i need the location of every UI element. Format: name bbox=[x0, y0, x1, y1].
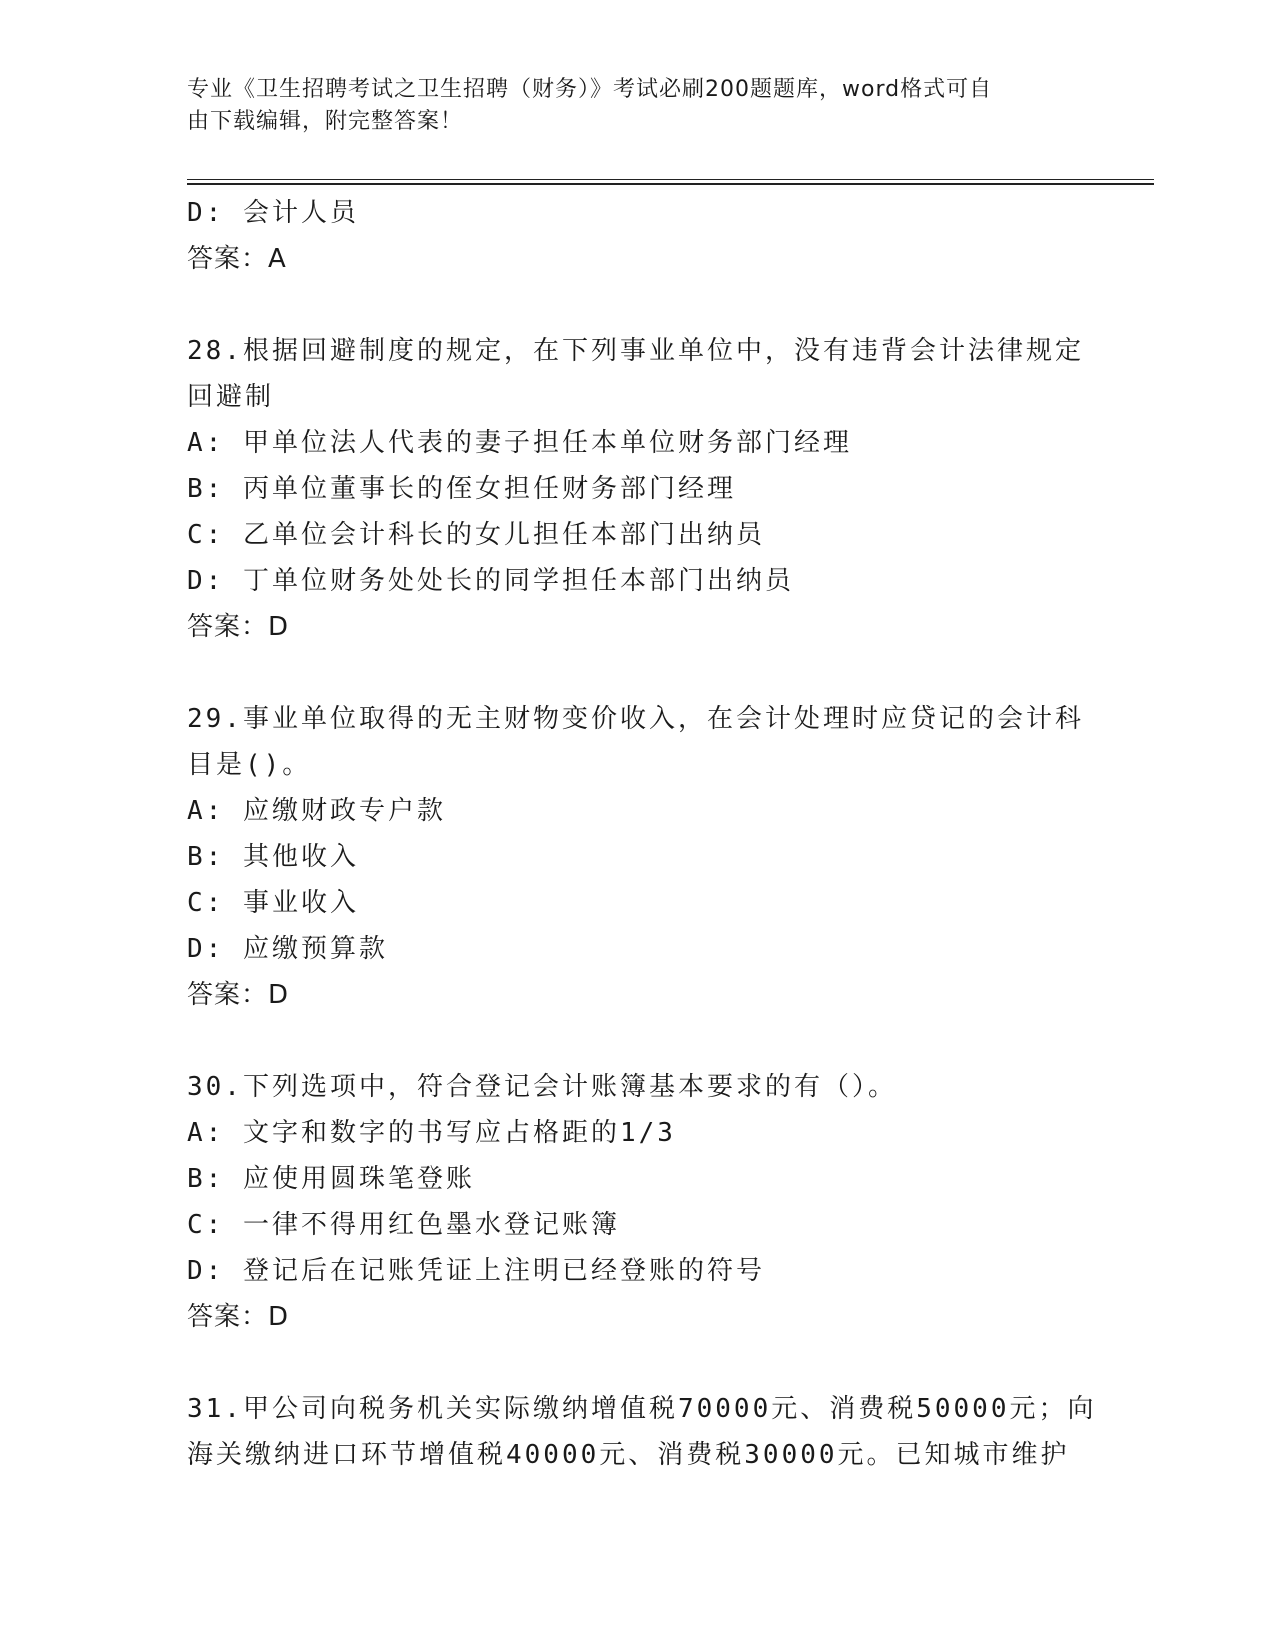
option-d: D: 应缴预算款 bbox=[187, 934, 388, 964]
header-divider-thin bbox=[187, 179, 1154, 180]
question-29 bbox=[187, 696, 1087, 1018]
answer: 答案：D bbox=[187, 980, 290, 1010]
question-stem-cont: 海关缴纳进口环节增值税40000元、消费税30000元。已知城市维护 bbox=[187, 1440, 1070, 1470]
question-stem: 31.甲公司向税务机关实际缴纳增值税70000元、消费税50000元；向 bbox=[187, 1394, 1097, 1424]
option-b: B: 其他收入 bbox=[187, 842, 359, 872]
answer: 答案：D bbox=[187, 612, 290, 642]
option-a: A: 甲单位法人代表的妻子担任本单位财务部门经理 bbox=[187, 428, 852, 458]
answer: 答案：D bbox=[187, 1302, 290, 1332]
header-divider-thick bbox=[187, 183, 1154, 185]
option-a: A: 应缴财政专户款 bbox=[187, 796, 446, 826]
option-c: C: 一律不得用红色墨水登记账簿 bbox=[187, 1210, 620, 1240]
option-b: B: 丙单位董事长的侄女担任财务部门经理 bbox=[187, 474, 736, 504]
header-line-1: 专业《卫生招聘考试之卫生招聘（财务）》考试必刷200题题库，word格式可自 bbox=[187, 77, 993, 102]
option-a: A: 文字和数字的书写应占格距的1/3 bbox=[187, 1118, 676, 1148]
header-line-2: 由下载编辑，附完整答案！ bbox=[187, 109, 464, 134]
question-stem: 28.根据回避制度的规定，在下列事业单位中，没有违背会计法律规定 bbox=[187, 336, 1084, 366]
option-c: C: 事业收入 bbox=[187, 888, 359, 918]
question-stem-cont: 回避制 bbox=[187, 382, 275, 412]
option-c: C: 乙单位会计科长的女儿担任本部门出纳员 bbox=[187, 520, 765, 550]
question-stem-cont: 目是()。 bbox=[187, 750, 312, 780]
question-28 bbox=[187, 328, 1087, 650]
option-d: D: 丁单位财务处处长的同学担任本部门出纳员 bbox=[187, 566, 794, 596]
page-header bbox=[187, 74, 1067, 138]
option-d: D: 登记后在记账凭证上注明已经登账的符号 bbox=[187, 1256, 765, 1286]
question-stem: 30.下列选项中，符合登记会计账簿基本要求的有（）。 bbox=[187, 1072, 897, 1102]
option-b: B: 应使用圆珠笔登账 bbox=[187, 1164, 475, 1194]
option-d: D: 会计人员 bbox=[187, 198, 359, 228]
question-30 bbox=[187, 1064, 1087, 1340]
question-27-tail bbox=[187, 190, 1087, 282]
question-stem: 29.事业单位取得的无主财物变价收入，在会计处理时应贷记的会计科 bbox=[187, 704, 1084, 734]
question-31 bbox=[187, 1386, 1097, 1478]
document-body bbox=[187, 190, 1097, 1478]
answer: 答案：A bbox=[187, 244, 287, 274]
